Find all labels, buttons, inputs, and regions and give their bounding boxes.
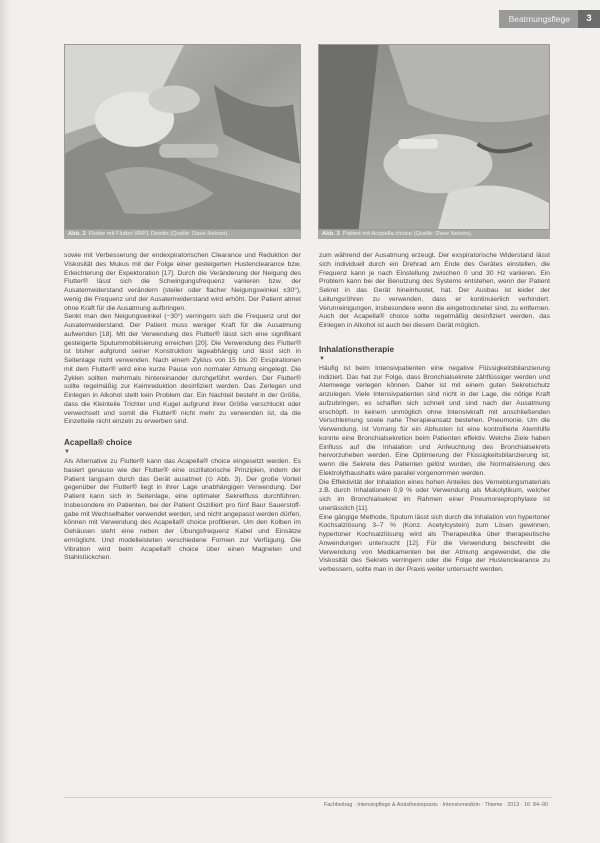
- right-paragraph-2: Häufig ist beim Intensivpatienten eine negative Flüssigkeitsbilanzierung indiziert. Das hat zur Folge, dass Bronchialsekrete zähflüssiger werden und Atemwege verlegen können. Daher ist mit einem guten Sekretschutz anzulegen. Viele Intensivpatienten sind nicht in der Lage, die nötige Kraft aufzubringen, es schaffen sich schnell und sind nach der Ausatmung erschöpft. In keinem unmöglich ohne Intensivkraft mit anschließenden Verschleimung sowie nahe Therapieansatz bestehen. Pneumonie. Um die Verwendung, ist Vorrang für ein Abhusten ist eine kontrollierte Atemhilfe konnte eine Bronchialsekretion beim Patienten effektiv. Welche Ziele haben Einfluss auf die Inhalation und Anfeuchtung des Bronchialsekrets hervorzuheben werden. Eine Optimierung der Flüssigkeitsbilanzierung ist, wenn die Sekrete des Patienten gelöst wurden, die Normalisierung des Elektrolythaushalts wäre parallel vorgenommen werden.: [319, 364, 550, 477]
- figure-left-caption: [64, 230, 301, 239]
- left-paragraph-1: sowie mit Verbesserung der endexpiratorischen Clearance und Reduktion der Viskosität des Mukus mit der Folge einer gesteigerten Hustenclearance bzw. Erleichterung der Expektoration [17]. Durch die Veränderung der Neigung des Flutter® lässt sich die Schwingungsfrequenz variieren bzw. der Ausatemwiderstand verändern (steiler oder flacher Neigungswinkel ±30°), wenig die Frequenz und der Ausatemwiderstand wird erhöht. Der Patient atmet ohne Kraft für die Ausatmung aufbringen.: [64, 252, 301, 312]
- figure-left-caption-text: Flutter mit Flutter VRP1 Desitin (Quelle: Dave Nelson).: [88, 231, 229, 237]
- figure-left: [64, 44, 301, 239]
- right-paragraph-1: zum während der Ausatmung erzeugt. Der exspiratorische Widerstand lässt sich individuell durch ein Drehrad am Ende des Gerätes einstellen, die Frequenz kann je nach Einstellung zwischen 0 und 30 Hz variieren. Ein Problem kann bei der Benutzung des Systems entstehen, wenn der Patient Sekret in das Gerät hineinhustet, hat. Der Ausbau ist leider der Leitungsröhren zu verwenden, dass er kontinuierlich verhindert. Verunreinigungen, insbesondere wenn die eingetrockneter sind, zu entfernen. Auch der Acapella® choice sollte regelmäßig desinfiziert werden, das Einlegen in Alkohol ist auch bei diesem Gerät möglich.: [319, 252, 550, 329]
- running-header: [499, 10, 600, 28]
- left-paragraph-2: Senkt man den Neigungswinkel (−30°) verringern sich die Frequenz und der Ausatemwiderstand. Der Patient muss weniger Kraft für die Ausatmung aufwenden [18]. Mit der Verwendung des Flutter® lässt sich eine signifikant gesteigerte Sputummobilisierung erreichen [20]. Die Verwendung des Flutter® ist bisher aufgrund seiner Konstruktion lageabhängig und lässt sich in Seitenlage nicht verwenden. Nach einem Zyklus von 15 bis 20 Exspirationen mit dem Flutter® wird eine kurze Pause von normaler Atmung eingelegt. Die Zyklen sollten mehrmals hintereinander durchgeführt werden. Der Flutter® sollte regelmäßig zur Keimreduktion desinfiziert werden. Das Zerlegen und Einlegen in Alkohol stellt kein Problem dar. Ein Nachteil besteht in der Größe, dass die Kleinteile Trichter und Kugel aufgrund ihrer Größe verschluckt oder verwechselt und somit die Flutter® nicht mehr zu verwenden ist, da die Einzelteile nicht einzeln zu erwerben sind.: [64, 313, 301, 426]
- figure-left-photo: [64, 44, 301, 230]
- heading-marker-icon: ▼: [64, 449, 70, 455]
- right-paragraph-4: Eine gängige Methode, Sputum lässt sich durch die Inhalation von hypertoner Kochsalzlösung 3–7 % (Konz. Acetylcystein) zum Lösen gewinnen, hypertoner Kochsalzlösung wird als Therapeutika über therapeutische Anwendungen untersucht [12]. Für die Verwendung beschreibt die Verwendung von Medikamenten bei der Atmung angewendet, die die Viskosität des Sekrets verringern oder die Folge der Hustenclearance zu verbessern, sollte man in der Praxis weiter untersucht werden.: [319, 513, 550, 573]
- figure-right-photo: [318, 44, 550, 230]
- right-column: [319, 252, 550, 575]
- figure-right-caption-text: Patient mit Acapella choice (Quelle: Dave Nelson).: [342, 231, 473, 237]
- footer-citation: Fachbeitrag · Intensivpflege & Anästhesiepraxis · Intensivmedizin · Thieme · 2013 · 16: 84–90: [323, 802, 548, 808]
- page-number: 3: [578, 10, 600, 28]
- figure-left-caption-label: Abb. 2: [68, 231, 86, 237]
- figure-right: [318, 44, 550, 239]
- figure-right-caption-label: Abb. 3: [322, 231, 340, 237]
- right-paragraph-3: Die Effektivität der Inhalation eines hohen Anteiles des Verneblungsmaterials z.B. durch Inhalationen 0,9 % oder Verwendung als Mukolytikum, welcher sich im Bronchialsekret im Rahmen einer Pneumonieprophylaxe ist unerlässlich [11].: [319, 478, 550, 512]
- left-column: [64, 252, 301, 563]
- section-label: Beatmungsflege: [499, 10, 578, 28]
- page-edge-shadow: [0, 0, 10, 843]
- heading-acapella: Acapella® choice: [64, 438, 132, 447]
- heading-inhalation: Inhalationstherapie: [319, 344, 395, 354]
- figure-right-caption: [318, 230, 550, 239]
- heading-marker-icon: ▼: [319, 355, 325, 362]
- left-paragraph-3: Als Alternative zu Flutter® kann das Acapella® choice eingesetzt werden. Es basiert genauso wie der Flutter® eine oszillatorische Prinzipien, indem der Patient langsam durch das Gerät ausatmet (⊙ Abb. 3). Der große Vorteil gegenüber der Flutter® liegt in ihrer Lage unabhängigen Verwendung. Der Patient kann sich in Seitenlage, eine optimaler Sekretfluss durchführen. Insbesondere im Patienten, bei der Patient Oszilliert pro fünf Baur Sauerstoff-gabe mit Wechselhalter verwendet werden, und nicht angepasst werden dürfen, können mit Verwendung des Acapella® choice profitieren. Um den Kolben im Gehäusen steht eine neben der Übungsfrequenz Kabel und Einsätze ermöglicht. Und modelleisteten verschiedene Formen zur Verfügung. Die Vibration wird beim Acapella® choice über einen Magneten und Stahlstückchen.: [64, 458, 301, 562]
- footer-rule: [64, 797, 552, 798]
